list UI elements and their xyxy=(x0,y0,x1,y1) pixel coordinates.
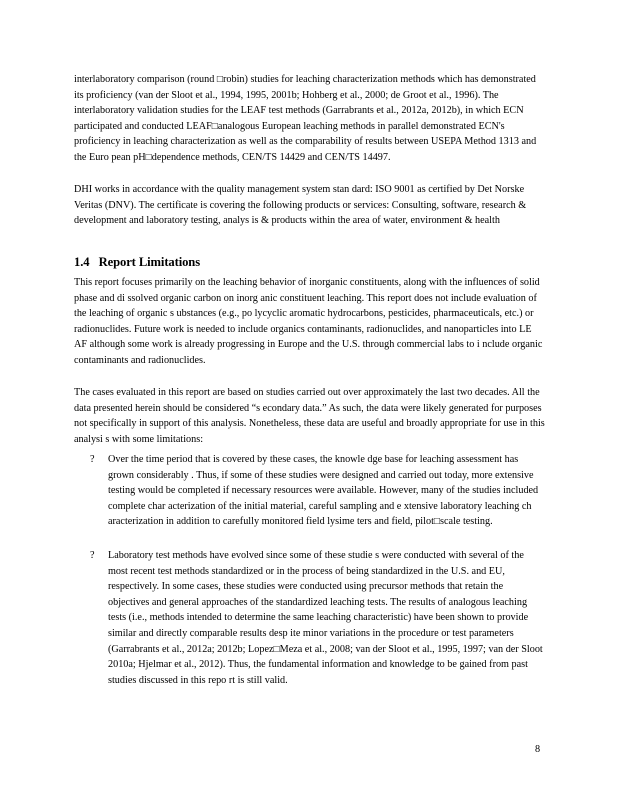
bullet-marker: ? xyxy=(90,550,95,561)
bullet-knowledge-base: Over the time period that is covered by these cases, the knowle dge base for leaching assessment has grown considerably . Thus, if some of these studies were designed and carried out today, more extensive testing would be completed if necessary resources were available. However, many of the studies included complete char acterization of the initial material, careful sampling and e xtensive laboratory leaching ch aracterization in addition to carefully monitored field lysime ters and field, pilot□scale testing. xyxy=(108,454,539,528)
page-number: 8 xyxy=(535,744,541,755)
bullet-marker: ? xyxy=(90,454,95,465)
paragraph-dhi-quality: DHI works in accordance with the quality management system stan dard: ISO 9001 as certified by Det Norske Veritas (DNV). The certificate is covering the following products or services: Consulting, software, research & development and laboratory testing, analys is & products within the area of water, environment & health xyxy=(74,184,527,227)
bullet-test-methods: Laboratory test methods have evolved since some of these studie s were conducted with several of the most recent test methods standardized or in the process of being standardized in the U.S. and EU, respectively. In some cases, these studies were conducted using precursor methods that retain the objectives and general approaches of the standardized leaching tests. The results of analogous leaching tests (i.e., methods intended to determine the same leaching characteristic) have been shown to provide similar and directly comparable results desp ite minor variations in the procedure or test parameters (Garrabrants et al., 2012a; 2012b; Lopez□Meza et al., 2008; van der Sloot et al., 1995, 1997; van der Sloot 2010a; Hjelmar et al., 2012). Thus, the fundamental information and knowledge to be gained from past studies discussed in this repo rt is still valid. xyxy=(108,550,543,686)
paragraph-interlaboratory: interlaboratory comparison (round □robin) studies for leaching characterization methods which has demonstrated its proficiency (van der Sloot et al., 1994, 1995, 2001b; Hohberg et al., 2000; de Groot et al., 1996). The interlaboratory validation studies for the LEAF test methods (Garrabrants et al., 2012a, 2012b), in which ECN participated and conducted LEAF□analogous European leaching methods in parallel demonstrated ECN's proficiency in leaching characterization as well as the comparability of results between USEPA Method 1313 and the Euro pean pH□dependence methods, CEN/TS 14429 and CEN/TS 14497. xyxy=(74,74,537,163)
section-heading xyxy=(74,254,546,270)
paragraph-report-focus: This report focuses primarily on the leaching behavior of inorganic constituents, along with the influences of solid phase and di ssolved organic carbon on inorg anic constituent leaching. This report does not include evaluation of the leaching of organic s ubstances (e.g., po lycyclic aromatic hydrocarbons, pesticides, pharmaceuticals, etc.) or radionuclides. Future work is needed to include organics contaminants, radionuclides, and nanoparticles into LE AF although some work is already progressing in Europe and the U.S. through commercial labs to i nclude organic contaminants and radionuclides. xyxy=(74,277,543,366)
paragraph-cases-evaluated: The cases evaluated in this report are based on studies carried out over approximately the last two decades. All the data presented herein should be considered “s econdary data.” As such, the data were likely generated for purposes not specifically in support of this analysis. Nonetheless, these data are useful and broadly appropriate for use in this analysi s with some limitations: xyxy=(74,387,545,445)
section-title: Report Limitations xyxy=(98,255,201,269)
section-number: 1.4 xyxy=(74,255,90,269)
